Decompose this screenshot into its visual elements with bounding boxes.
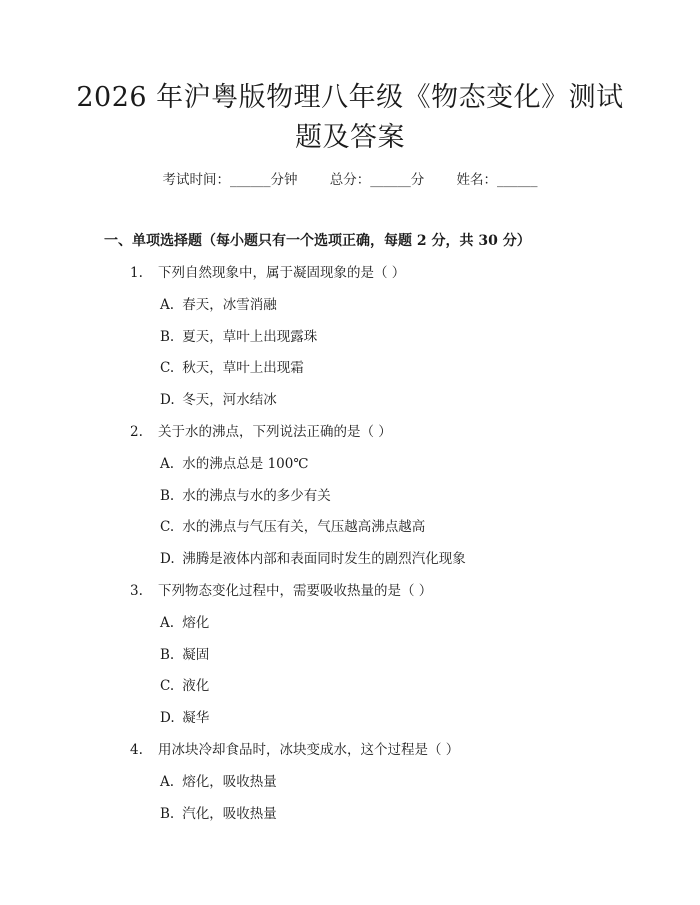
option-text: 液化 xyxy=(178,678,210,695)
question-stem xyxy=(130,738,459,758)
answer-option xyxy=(160,802,277,822)
answer-option xyxy=(160,611,209,631)
answer-option xyxy=(160,452,308,472)
answer-option xyxy=(160,674,209,694)
option-letter: A. xyxy=(160,773,175,790)
option-text: 秋天，草叶上出现霜 xyxy=(178,360,304,377)
option-text: 凝固 xyxy=(178,646,210,663)
student-name-label: 姓名：______ xyxy=(456,172,538,188)
option-text: 水的沸点与水的多少有关 xyxy=(178,487,331,504)
option-text: 水的沸点与气压有关，气压越高沸点越高 xyxy=(178,519,426,536)
answer-option xyxy=(160,706,209,726)
question-stem xyxy=(130,261,405,281)
title-line-2: 题及答案 xyxy=(295,122,405,153)
option-text: 熔化 xyxy=(178,614,210,631)
total-score-label: 总分：______分 xyxy=(329,172,425,188)
option-letter: B. xyxy=(160,487,175,504)
answer-option xyxy=(160,356,304,376)
answer-option xyxy=(160,643,209,663)
option-letter: A. xyxy=(160,296,175,313)
option-text: 熔化，吸收热量 xyxy=(178,773,277,790)
option-letter: B. xyxy=(160,646,175,663)
option-letter: D. xyxy=(160,392,175,409)
question-number: 2. xyxy=(130,424,143,440)
question-number: 1. xyxy=(130,265,143,281)
answer-option xyxy=(160,547,466,567)
answer-option xyxy=(160,484,331,504)
answer-option xyxy=(160,293,277,313)
question-stem xyxy=(130,579,432,599)
option-letter: D. xyxy=(160,710,175,727)
option-letter: C. xyxy=(160,678,175,695)
question-text: 下列自然现象中，属于凝固现象的是（ ） xyxy=(158,265,406,281)
option-text: 汽化，吸收热量 xyxy=(178,805,277,822)
title-line-1: 2026 年沪粤版物理八年级《物态变化》测试 xyxy=(76,82,624,113)
section-heading: 一、单项选择题（每小题只有一个选项正确，每题 2 分，共 30 分） xyxy=(104,233,531,249)
question-text: 下列物态变化过程中，需要吸收热量的是（ ） xyxy=(158,583,433,599)
option-letter: D. xyxy=(160,551,175,568)
question-stem xyxy=(130,420,392,440)
option-text: 沸腾是液体内部和表面同时发生的剧烈汽化现象 xyxy=(178,551,466,568)
option-letter: A. xyxy=(160,455,175,472)
option-text: 夏天，草叶上出现露珠 xyxy=(178,328,318,345)
answer-option xyxy=(160,770,277,790)
question-number: 3. xyxy=(130,583,143,599)
question-text: 用冰块冷却食品时，冰块变成水，这个过程是（ ） xyxy=(158,742,460,758)
option-letter: B. xyxy=(160,805,175,822)
option-letter: C. xyxy=(160,360,175,377)
option-text: 春天，冰雪消融 xyxy=(178,296,277,313)
answer-option xyxy=(160,515,425,535)
exam-time-label: 考试时间：______分钟 xyxy=(162,172,298,188)
option-text: 冬天，河水结冰 xyxy=(178,392,277,409)
answer-option xyxy=(160,325,317,345)
option-letter: B. xyxy=(160,328,175,345)
option-letter: C. xyxy=(160,519,175,536)
option-text: 凝华 xyxy=(178,710,210,727)
option-letter: A. xyxy=(160,614,175,631)
option-text: 水的沸点总是 100℃ xyxy=(178,455,309,472)
question-number: 4. xyxy=(130,742,143,758)
answer-option xyxy=(160,388,277,408)
question-text: 关于水的沸点，下列说法正确的是（ ） xyxy=(158,424,392,440)
